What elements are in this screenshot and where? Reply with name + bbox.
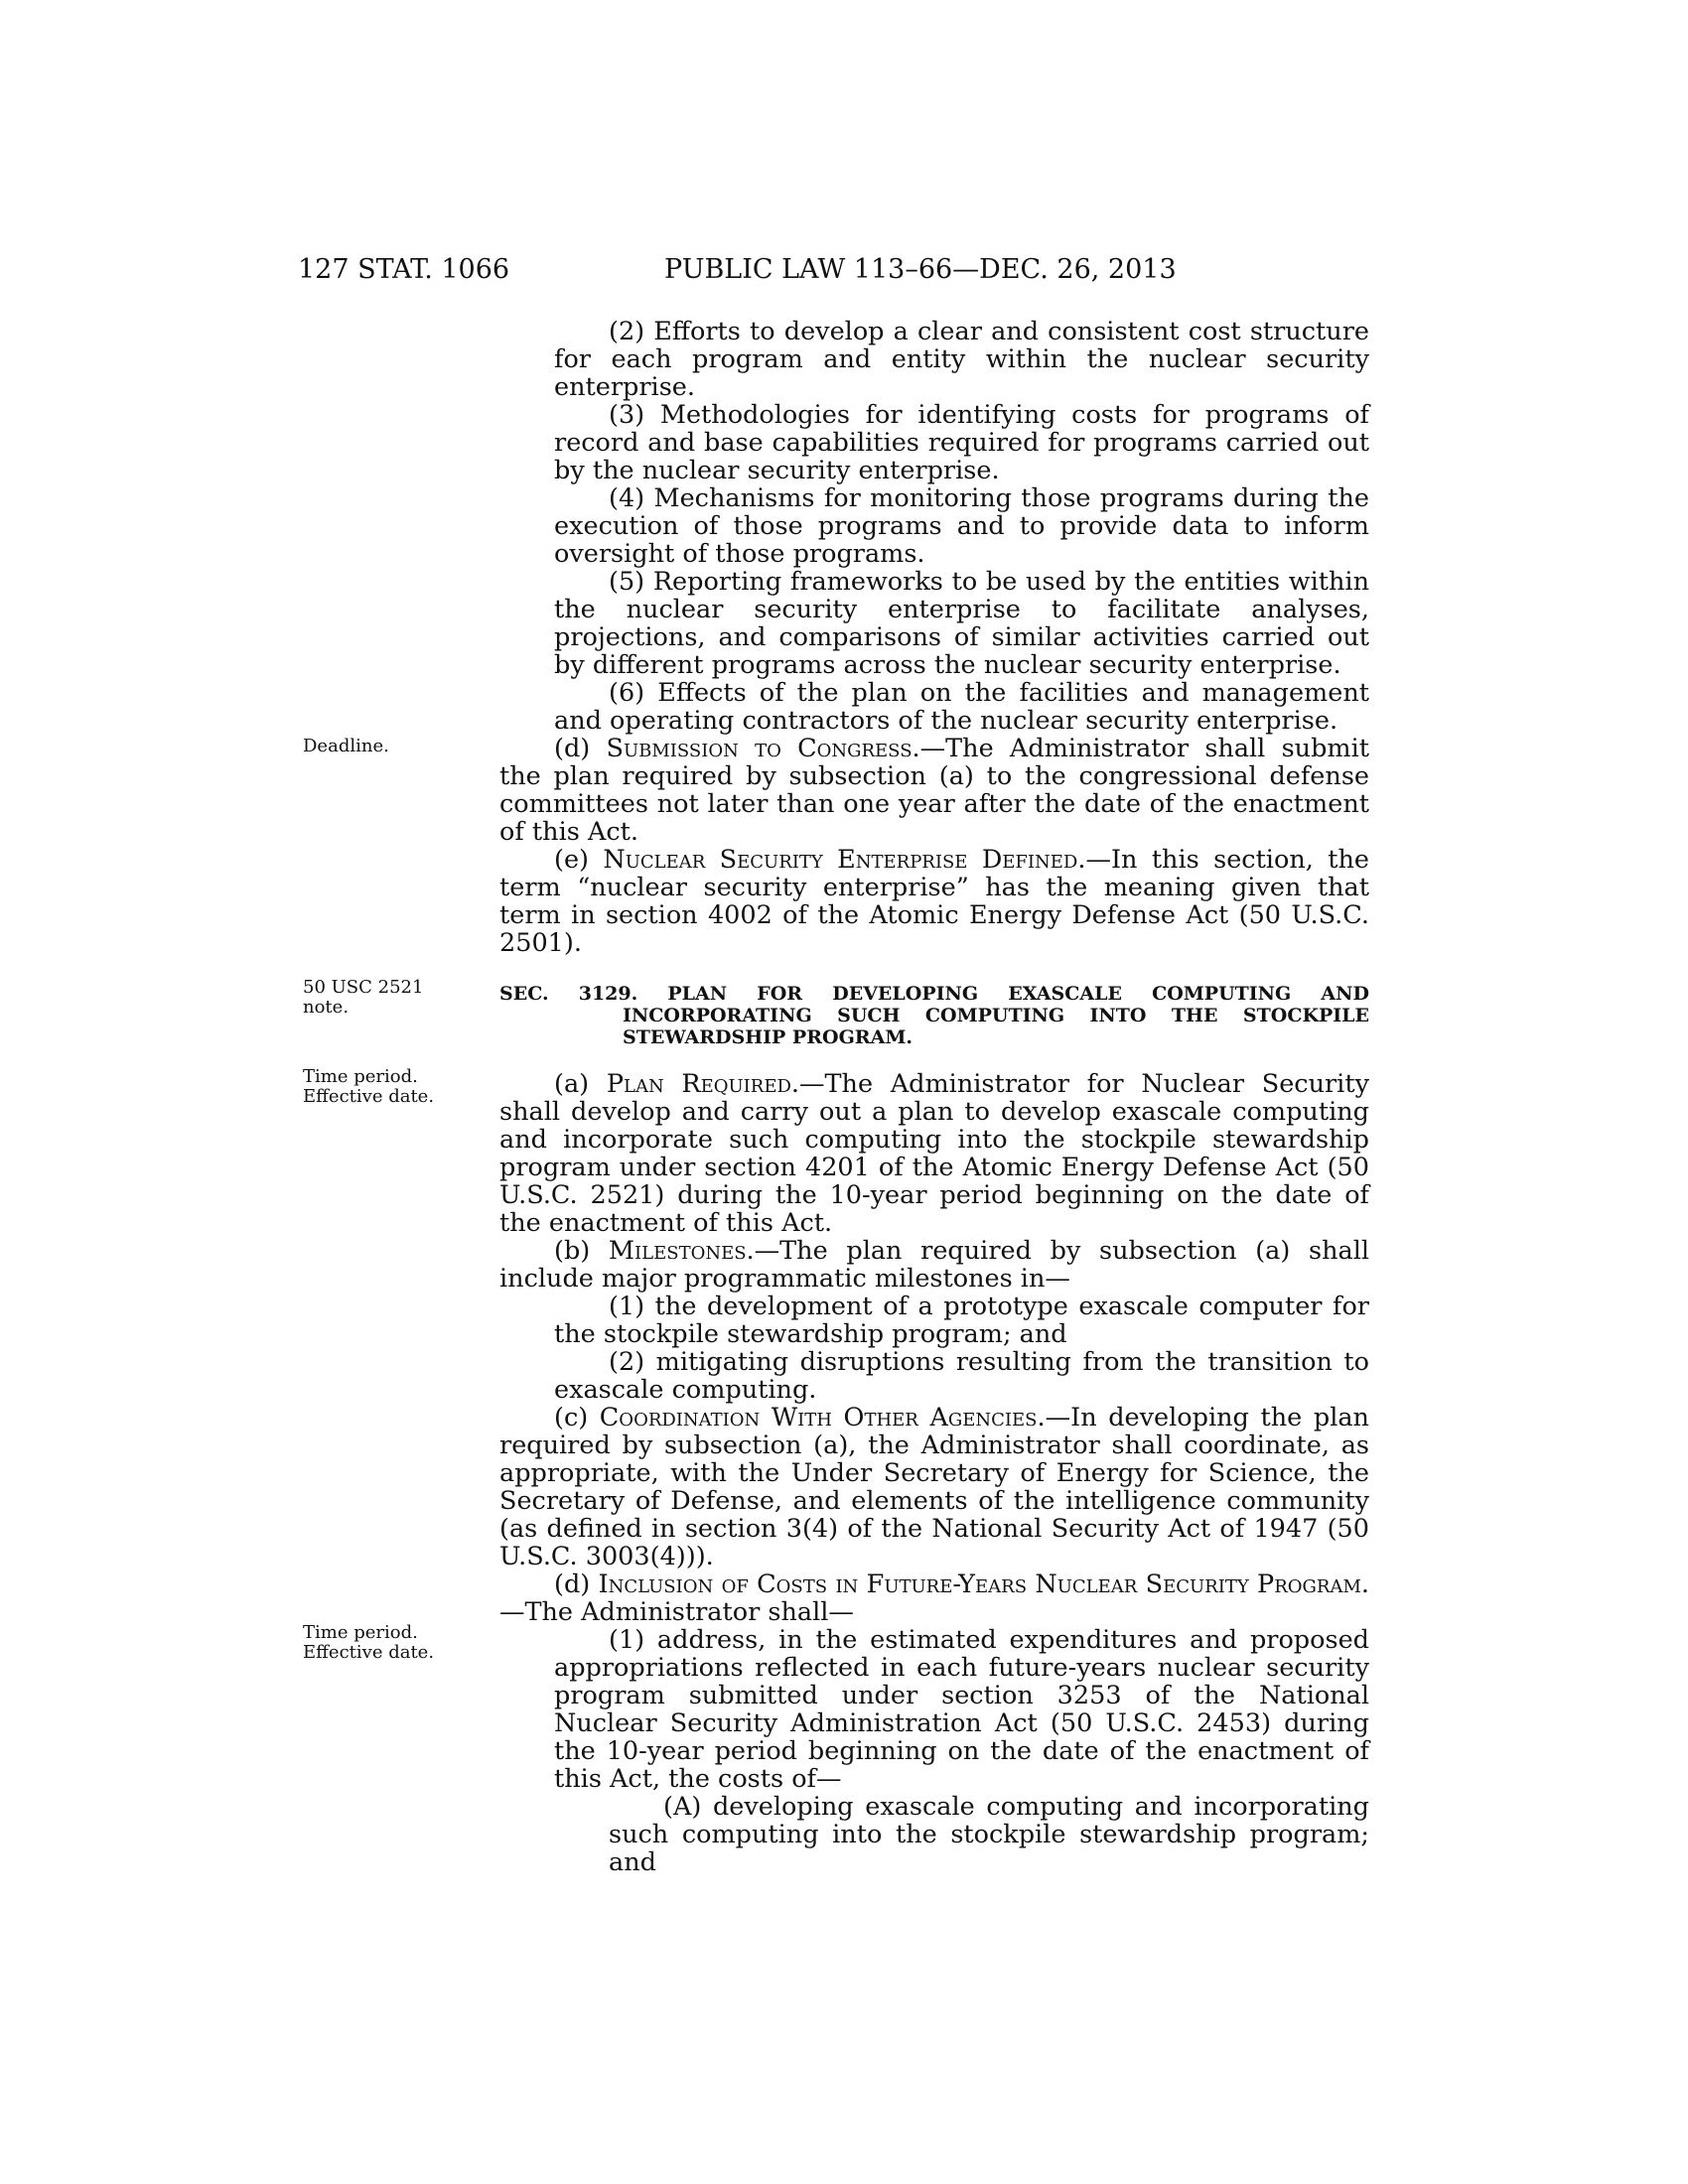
- margin-note-time-period-1: Time period. Effective date.: [303, 1066, 435, 1107]
- paragraph-item-4: (4) Mechanisms for monitoring those programs during the execution of those programs and to provide data to inform oversight of those programs.: [554, 483, 1369, 569]
- subsection-c-coordination: (c) Coordination With Other Agencies.—In developing the plan required by subsection (a), the Administrator shall coordinate, as appropriate, with the Under Secretary of Energy for Science, the Secretary of Defense, and elements of the intelligence community (as defined in section 3(4) of the National Security Act of 1947 (50 U.S.C. 3003(4))).: [499, 1403, 1369, 1571]
- subsection-e-definition: (e) Nuclear Security Enterprise Defined.—In this section, the term “nuclear security enterprise” has the meaning given that term in section 4002 of the Atomic Energy Defense Act (50 U.S.C. 2501).: [499, 845, 1369, 958]
- paragraph-item-6: (6) Effects of the plan on the facilities and management and operating contractors of the nuclear security enterprise.: [554, 678, 1369, 736]
- subsection-b-milestones: (b) Milestones.—The plan required by subsection (a) shall include major programmatic milestones in—: [499, 1236, 1370, 1294]
- subsection-a-plan-required: (a) Plan Required.—The Administrator for Nuclear Security shall develop and carry out a plan to develop exascale computing and incorporate such computing into the stockpile stewardship program under section 4201 of the Atomic Energy Defense Act (50 U.S.C. 2521) during the 10-year period beginning on the date of the enactment of this Act.: [499, 1069, 1369, 1238]
- page-header: [298, 250, 1380, 290]
- law-title-date: PUBLIC LAW 113–66—DEC. 26, 2013: [664, 254, 1177, 285]
- milestone-item-2: (2) mitigating disruptions resulting from the transition to exascale computing.: [554, 1347, 1369, 1405]
- section-heading: SEC. 3129. PLAN FOR DEVELOPING EXASCALE COMPUTING AND INCORPORATING SUCH COMPUTING INTO THE STOCKPILE STEWARDSHIP PROGRAM.: [499, 983, 1369, 1048]
- margin-note-deadline: Deadline.: [303, 736, 389, 756]
- subsection-heading: Inclusion of Costs in Future-Years Nuclear Security Program.: [598, 1570, 1369, 1599]
- paragraph-item-2: (2) Efforts to develop a clear and consistent cost structure for each program and entity within the nuclear security enterprise.: [554, 317, 1369, 402]
- subsection-heading: Nuclear Security Enterprise Defined.: [603, 845, 1086, 875]
- inclusion-item-1-A: (A) developing exascale computing and incorporating such computing into the stockpile stewardship program; and: [609, 1792, 1369, 1877]
- paragraph-item-5: (5) Reporting frameworks to be used by the entities within the nuclear security enterprise to facilitate analyses, projections, and comparisons of similar activities carried out by different programs across the nuclear security enterprise.: [554, 567, 1369, 680]
- subsection-heading: Submission to Congress.: [606, 734, 920, 763]
- subsection-heading: Coordination With Other Agencies.: [599, 1403, 1046, 1433]
- margin-note-usc: 50 USC 2521 note.: [303, 977, 424, 1018]
- subsection-heading: Plan Required.: [606, 1069, 800, 1099]
- subsection-heading: Milestones.: [608, 1236, 755, 1266]
- subsection-d-inclusion-of-costs: (d) Inclusion of Costs in Future-Years Nuclear Security Program.—The Administrator shall—: [499, 1570, 1369, 1627]
- subsection-d-submission: (d) Submission to Congress.—The Administrator shall submit the plan required by subsection (a) to the congressional defense committees not later than one year after the date of the enactment of this Act.: [499, 734, 1370, 847]
- stat-page-number: 127 STAT. 1066: [298, 254, 510, 285]
- document-body: [499, 318, 1369, 1876]
- inclusion-item-1: (1) address, in the estimated expenditures and proposed appropriations reflected in each future-years nuclear security program submitted under section 3253 of the National Nuclear Security Administration Act (50 U.S.C. 2453) during the 10-year period beginning on the date of the enactment of this Act, the costs of—: [554, 1625, 1369, 1794]
- margin-note-time-period-2: Time period. Effective date.: [303, 1622, 435, 1663]
- paragraph-item-3: (3) Methodologies for identifying costs for programs of record and base capabilities required for programs carried out by the nuclear security enterprise.: [554, 400, 1369, 485]
- milestone-item-1: (1) the development of a prototype exascale computer for the stockpile stewardship program; and: [554, 1292, 1369, 1349]
